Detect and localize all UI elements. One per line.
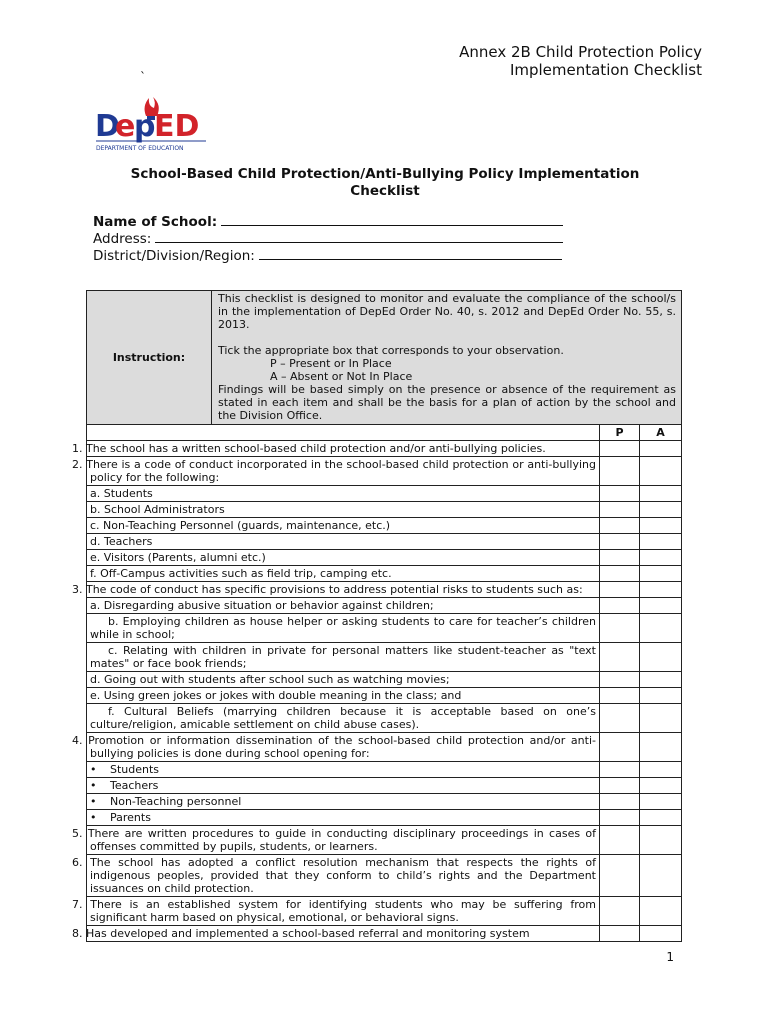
item-4b	[87, 778, 600, 794]
school-name-row	[93, 214, 563, 231]
svg-text:D: D	[95, 109, 120, 144]
table-row	[87, 897, 682, 926]
item-2b: b. School Administrators	[87, 502, 600, 518]
title-line-1: School-Based Child Protection/Anti-Bullying Policy Implementation	[130, 166, 640, 182]
address-blank[interactable]	[155, 231, 563, 243]
table-row	[87, 855, 682, 897]
p-checkbox[interactable]	[599, 778, 639, 794]
item-2e: e. Visitors (Parents, alumni etc.)	[87, 550, 600, 566]
stray-mark: `	[140, 70, 146, 84]
item-8: 8. Has developed and implemented a school-based referral and monitoring system	[87, 926, 600, 942]
annex-line-2: Implementation Checklist	[509, 61, 702, 79]
p-checkbox[interactable]	[599, 688, 639, 704]
item-1: 1. The school has a written school-based child protection and/or anti-bullying policies.	[87, 441, 600, 457]
p-checkbox[interactable]	[599, 704, 639, 733]
item-2c: c. Non-Teaching Personnel (guards, maintenance, etc.)	[87, 518, 600, 534]
school-name-blank[interactable]	[221, 214, 563, 226]
a-checkbox[interactable]	[639, 550, 681, 566]
school-info-fields	[93, 214, 563, 265]
annex-line-1: Annex 2B Child Protection Policy	[459, 43, 702, 61]
address-label: Address:	[93, 231, 152, 247]
item-5: 5. There are written procedures to guide in conducting disciplinary proceedings in cases of offenses committed by pupils, students, or learners.	[87, 826, 600, 855]
item-4b-label: Teachers	[110, 779, 159, 792]
instruction-para-1: This checklist is designed to monitor and evaluate the compliance of the school/s in the implementation of DepEd Order No. 40, s. 2012 and DepEd Order No. 55, s. 2013.	[218, 292, 676, 331]
table-row	[87, 733, 682, 762]
item-2a: a. Students	[87, 486, 600, 502]
a-checkbox[interactable]	[639, 614, 681, 643]
a-checkbox[interactable]	[639, 598, 681, 614]
bullet-icon: •	[90, 763, 97, 776]
a-checkbox[interactable]	[639, 810, 681, 826]
table-row	[87, 794, 682, 810]
item-4c-label: Non-Teaching personnel	[110, 795, 242, 808]
p-checkbox[interactable]	[599, 762, 639, 778]
p-checkbox[interactable]	[599, 897, 639, 926]
a-checkbox[interactable]	[639, 643, 681, 672]
item-2: 2. There is a code of conduct incorporated in the school-based child protection or anti-bullying policy for the following:	[87, 457, 600, 486]
instruction-label: Instruction:	[87, 291, 212, 425]
a-checkbox[interactable]	[639, 457, 681, 486]
p-checkbox[interactable]	[599, 518, 639, 534]
a-checkbox[interactable]	[639, 582, 681, 598]
p-checkbox[interactable]	[599, 582, 639, 598]
p-checkbox[interactable]	[599, 794, 639, 810]
p-checkbox[interactable]	[599, 733, 639, 762]
instruction-row	[87, 291, 682, 425]
header-blank	[87, 425, 600, 441]
a-checkbox[interactable]	[639, 566, 681, 582]
school-name-label: Name of School:	[93, 214, 218, 230]
instruction-p-definition: P – Present or In Place	[270, 357, 392, 370]
p-checkbox[interactable]	[599, 643, 639, 672]
region-label: District/Division/Region:	[93, 248, 255, 264]
svg-text:e: e	[115, 109, 136, 144]
item-7: 7. There is an established system for identifying students who may be suffering from significant harm based on physical, emotional, or behavioral signs.	[87, 897, 600, 926]
page-number: 1	[666, 950, 674, 964]
p-checkbox[interactable]	[599, 826, 639, 855]
instruction-para-2: Tick the appropriate box that corresponds to your observation.	[218, 344, 564, 357]
table-row	[87, 518, 682, 534]
item-3c: c. Relating with children in private for personal matters like student-teacher as "text mates" or face book friends;	[87, 643, 600, 672]
instruction-a-definition: A – Absent or Not In Place	[270, 370, 413, 383]
bullet-icon: •	[90, 795, 97, 808]
table-row	[87, 598, 682, 614]
p-checkbox[interactable]	[599, 502, 639, 518]
a-checkbox[interactable]	[639, 486, 681, 502]
table-row	[87, 582, 682, 598]
p-checkbox[interactable]	[599, 550, 639, 566]
a-checkbox[interactable]	[639, 518, 681, 534]
title-line-2: Checklist	[350, 183, 420, 199]
item-4: 4. Promotion or information dissemination of the school-based child protection and/or anti-bullying policies is done during school opening for:	[87, 733, 600, 762]
svg-text:ED: ED	[154, 109, 200, 144]
item-4a	[87, 762, 600, 778]
item-4c	[87, 794, 600, 810]
table-row	[87, 643, 682, 672]
p-checkbox[interactable]	[599, 855, 639, 897]
a-checkbox[interactable]	[639, 672, 681, 688]
column-p-header: P	[599, 425, 639, 441]
bullet-icon: •	[90, 811, 97, 824]
a-checkbox[interactable]	[639, 855, 681, 897]
table-row	[87, 441, 682, 457]
item-2f: f. Off-Campus activities such as field trip, camping etc.	[87, 566, 600, 582]
a-checkbox[interactable]	[639, 733, 681, 762]
p-checkbox[interactable]	[599, 926, 639, 942]
p-checkbox[interactable]	[599, 810, 639, 826]
a-checkbox[interactable]	[639, 897, 681, 926]
column-header-row	[87, 425, 682, 441]
a-checkbox[interactable]	[639, 826, 681, 855]
p-checkbox[interactable]	[599, 441, 639, 457]
table-row	[87, 502, 682, 518]
svg-text:p: p	[134, 109, 156, 144]
table-row	[87, 486, 682, 502]
item-4d	[87, 810, 600, 826]
p-checkbox[interactable]	[599, 534, 639, 550]
a-checkbox[interactable]	[639, 794, 681, 810]
a-checkbox[interactable]	[639, 441, 681, 457]
a-checkbox[interactable]	[639, 762, 681, 778]
table-row	[87, 762, 682, 778]
region-blank[interactable]	[259, 248, 562, 260]
item-3: 3. The code of conduct has specific provisions to address potential risks to students such as:	[87, 582, 600, 598]
item-3a: a. Disregarding abusive situation or behavior against children;	[87, 598, 600, 614]
document-title	[85, 166, 685, 200]
item-2d: d. Teachers	[87, 534, 600, 550]
instruction-body	[212, 291, 682, 425]
a-checkbox[interactable]	[639, 502, 681, 518]
table-row	[87, 778, 682, 794]
a-checkbox[interactable]	[639, 534, 681, 550]
item-4a-label: Students	[110, 763, 160, 776]
table-row	[87, 810, 682, 826]
table-row	[87, 534, 682, 550]
table-row	[87, 704, 682, 733]
a-checkbox[interactable]	[639, 926, 681, 942]
item-3e: e. Using green jokes or jokes with double meaning in the class; and	[87, 688, 600, 704]
p-checkbox[interactable]	[599, 457, 639, 486]
address-row	[93, 231, 563, 248]
column-a-header: A	[639, 425, 681, 441]
item-3d: d. Going out with students after school such as watching movies;	[87, 672, 600, 688]
deped-logo	[94, 96, 208, 154]
instruction-para-3: Findings will be based simply on the presence or absence of the requirement as stated in each item and shall be the basis for a plan of action by the school and the Division Office.	[218, 383, 676, 422]
table-row	[87, 672, 682, 688]
p-checkbox[interactable]	[599, 598, 639, 614]
item-6: 6. The school has adopted a conflict resolution mechanism that respects the rights of indigenous peoples, provided that they conform to child’s rights and the Department issuances on child protection.	[87, 855, 600, 897]
p-checkbox[interactable]	[599, 614, 639, 643]
table-row	[87, 688, 682, 704]
table-row	[87, 457, 682, 486]
table-row	[87, 926, 682, 942]
table-row	[87, 826, 682, 855]
svg-text:DEPARTMENT OF EDUCATION: DEPARTMENT OF EDUCATION	[96, 145, 184, 152]
p-checkbox[interactable]	[599, 486, 639, 502]
annex-header	[459, 43, 702, 79]
table-row	[87, 550, 682, 566]
a-checkbox[interactable]	[639, 688, 681, 704]
p-checkbox[interactable]	[599, 672, 639, 688]
region-row	[93, 248, 563, 265]
bullet-icon: •	[90, 779, 97, 792]
a-checkbox[interactable]	[639, 704, 681, 733]
item-3f: f. Cultural Beliefs (marrying children because it is acceptable based on one’s culture/religion, amicable settlement on child abuse cases).	[87, 704, 600, 733]
table-row	[87, 566, 682, 582]
item-3b: b. Employing children as house helper or asking students to care for teacher’s children while in school;	[87, 614, 600, 643]
a-checkbox[interactable]	[639, 778, 681, 794]
table-row	[87, 614, 682, 643]
p-checkbox[interactable]	[599, 566, 639, 582]
item-4d-label: Parents	[110, 811, 151, 824]
checklist-table	[72, 290, 682, 942]
